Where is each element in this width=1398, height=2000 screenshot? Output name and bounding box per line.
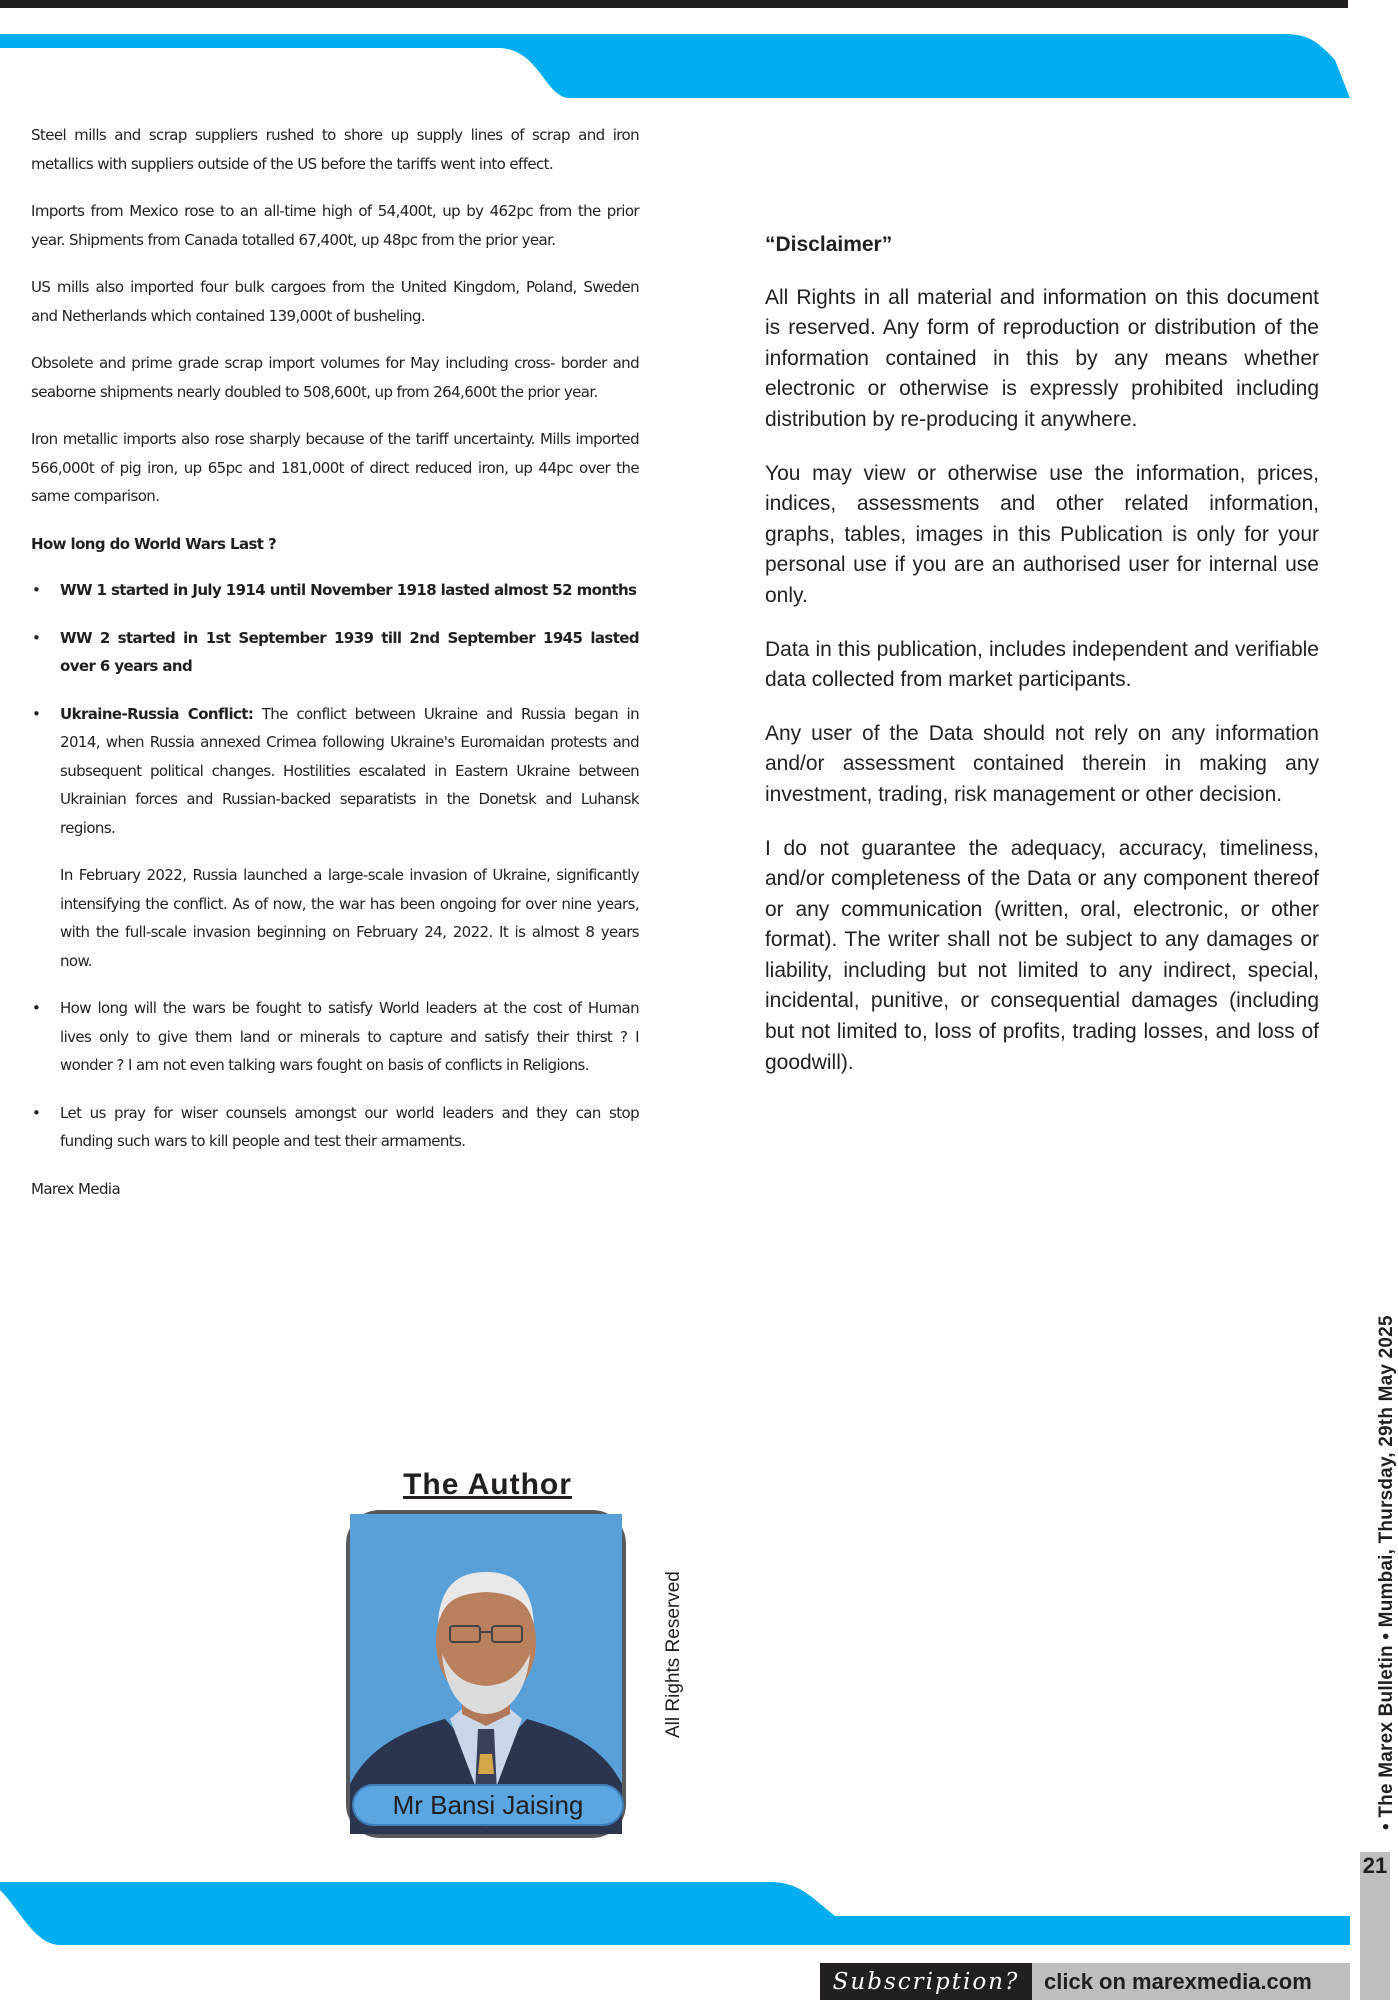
publication-line: • The Marex Bulletin • Mumbai, Thursday, 29th May 2025 bbox=[1376, 1315, 1397, 1830]
article-paragraph: Obsolete and prime grade scrap import volumes for May including cross- border and seaborne shipments nearly doubled to 508,600t, up from 264,600t the prior year. bbox=[31, 354, 639, 401]
ukraine-followup: In February 2022, Russia launched a large-scale invasion of Ukraine, significantly intensifying the conflict. As of now, the war has been ongoing for over nine years, with the full-scale invasion beginning on February 24, 2022. It is almost 8 years now. bbox=[60, 866, 639, 970]
article-paragraph: Imports from Mexico rose to an all-time high of 54,400t, up by 462pc from the prior year. Shipments from Canada totalled 67,400t, up 48pc from the prior year. bbox=[31, 202, 639, 249]
article-column bbox=[31, 121, 639, 1222]
header-blue-band bbox=[0, 0, 1390, 110]
disclaimer-paragraph: You may view or otherwise use the information, prices, indices, assessments and other related information, graphs, tables, images in this Publication is only for your personal use if you are an authorised user for internal use only. bbox=[765, 461, 1319, 607]
closing-list bbox=[31, 994, 639, 1156]
list-item bbox=[31, 576, 639, 605]
page-number: 21 bbox=[1362, 1853, 1388, 1878]
disclaimer-title: “Disclaimer” bbox=[765, 233, 893, 256]
section-heading: How long do World Wars Last ? bbox=[31, 534, 277, 553]
footer-blue-band bbox=[0, 1870, 1390, 1950]
article-paragraph: Steel mills and scrap suppliers rushed to shore up supply lines of scrap and iron metallics with suppliers outside of the US before the tariffs went into effect. bbox=[31, 126, 639, 173]
subscription-banner[interactable] bbox=[820, 1963, 1350, 2000]
ukraine-text: The conflict between Ukraine and Russia began in 2014, when Russia annexed Crimea following Ukraine's Euromaidan protests and subsequent political changes. Hostilities escalated in Eastern Ukraine between Ukrainian forces and Russian-backed separatists in the Donetsk and Luhansk regions. bbox=[60, 704, 639, 837]
article-paragraph: Iron metallic imports also rose sharply because of the tariff uncertainty. Mills imported 566,000t of pig iron, up 65pc and 181,000t of direct reduced iron, up 44pc over the same comparison. bbox=[31, 430, 639, 505]
author-name: Mr Bansi Jaising bbox=[352, 1784, 624, 1826]
article-paragraph: US mills also imported four bulk cargoes from the United Kingdom, Poland, Sweden and Netherlands which contained 139,000t of busheling. bbox=[31, 278, 639, 325]
list-item-text: WW 1 started in July 1914 until November 1918 lasted almost 52 months bbox=[60, 581, 637, 599]
bullet-icon: • bbox=[32, 628, 41, 647]
disclaimer-paragraph: Data in this publication, includes independent and verifiable data collected from market participants. bbox=[765, 637, 1319, 692]
disclaimer-paragraph: All Rights in all material and information on this document is reserved. Any form of reproduction or distribution of the information contained in this by any means whether electronic or otherwise is expressly prohibited including distribution by re-producing it anywhere. bbox=[765, 285, 1319, 431]
list-item bbox=[31, 994, 639, 1080]
bullet-icon: • bbox=[32, 581, 41, 599]
bullet-icon: • bbox=[32, 999, 41, 1017]
subscription-link[interactable]: click on marexmedia.com bbox=[1032, 1963, 1350, 2000]
list-item bbox=[31, 1099, 639, 1156]
list-item-text: Let us pray for wiser counsels amongst our world leaders and they can stop funding such wars to kill people and test their armaments. bbox=[60, 1103, 639, 1150]
subscription-question: Subscription? bbox=[820, 1963, 1032, 2000]
disclaimer-paragraph: Any user of the Data should not rely on any information and/or assessment contained therein in making any investment, trading, risk management or other decision. bbox=[765, 721, 1319, 806]
author-heading: The Author bbox=[403, 1468, 572, 1501]
list-item-text: WW 2 started in 1st September 1939 till 2nd September 1945 lasted over 6 years and bbox=[60, 628, 639, 675]
rights-reserved: All Rights Reserved bbox=[663, 1571, 684, 1738]
signature: Marex Media bbox=[31, 1179, 121, 1198]
disclaimer-paragraph: I do not guarantee the adequacy, accuracy, timeliness, and/or completeness of the Data or any component thereof or any communication (written, oral, electronic, or other format). The writer shall not be subject to any damages or liability, including but not limited to any indirect, special, incidental, punitive, or consequential damages (including but not limited to, loss of profits, trading losses, and loss of goodwill). bbox=[765, 836, 1319, 1074]
disclaimer-column bbox=[765, 230, 1319, 1101]
bullet-icon: • bbox=[32, 704, 41, 723]
list-item-text: How long will the wars be fought to satisfy World leaders at the cost of Human lives only to give them land or minerals to capture and satisfy their thirst ? I wonder ? I am not even talking wars fought on basis of conflicts in Religions. bbox=[60, 999, 639, 1074]
list-item bbox=[31, 624, 639, 681]
war-list bbox=[31, 576, 639, 842]
list-item bbox=[31, 700, 639, 843]
ukraine-label: Ukraine-Russia Conflict: bbox=[60, 704, 254, 723]
bullet-icon: • bbox=[32, 1103, 41, 1122]
